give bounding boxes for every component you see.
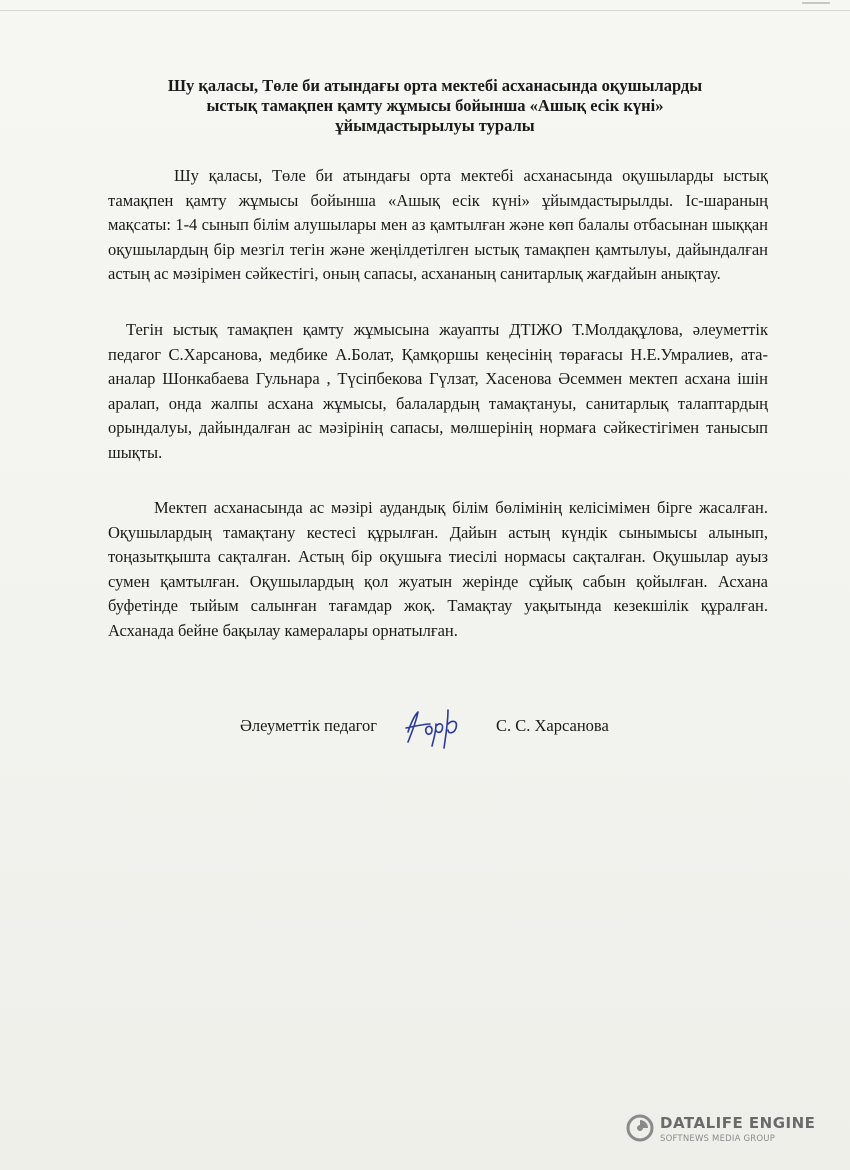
signature-block (240, 716, 680, 756)
document-title (100, 76, 770, 136)
watermark-subtitle: SOFTNEWS MEDIA GROUP (660, 1134, 776, 1144)
scan-edge-mark (802, 2, 830, 4)
datalife-logo-icon (626, 1114, 654, 1142)
title-line-1: Шу қаласы, Төле би атындағы орта мектебі асханасында оқушыларды (167, 76, 703, 95)
watermark-title: DATALIFE ENGINE (660, 1114, 816, 1132)
paragraph-3: Мектеп асханасында ас мәзірі аудандық білім бөлімінің келісімімен бірге жасалған. Оқушылардың тамақтану кестесі құрылған. Дайын астың күндік сынымысы алынып, тоңазытқышта сақталған. Астың бір оқушыға тиесілі нормасы сақталған. Оқушылар ауыз сумен қамтылған. Оқушылардың қол жуатын жерінде сұйық сабын қойылған. Асхана буфетінде тыйым салынған тағамдар жоқ. Тамақтау уақытында кезекшілік құралған. Асханада бейне бақылау камералары орнатылған. (108, 498, 768, 640)
handwritten-signature (402, 702, 470, 752)
title-line-3: ұйымдастырылуы туралы (335, 116, 535, 135)
title-line-2: ыстық тамақпен қамту жұмысы бойынша «Ашық есік күні» (206, 96, 664, 115)
paragraph-1: Шу қаласы, Төле би атындағы орта мектебі асханасында оқушыларды ыстық тамақпен қамту жұмысы бойынша «Ашық есік күні» ұйымдастырылды. Іс-шараның мақсаты: 1-4 сынып білім алушылары мен аз қамтылған және көп балалы отбасынан шыққан оқушылардың бір мезгіл тегін және жеңілдетілген ыстық тамақпен қамтылуы, дайындалған астың ас мәзірімен сәйкестігі, оның сапасы, асхананың санитарлық жағдайын анықтау. (108, 166, 768, 283)
signature-name: С. С. Харсанова (496, 716, 609, 735)
signature-role: Әлеуметтік педагог (240, 716, 378, 735)
scan-edge-line (0, 10, 850, 11)
watermark (626, 1112, 826, 1146)
paragraph-2: Тегін ыстық тамақпен қамту жұмысына жауапты ДТІЖО Т.Молдақұлова, әлеуметтік педагог С.Харсанова, медбике А.Болат, Қамқоршы кеңесінің төрағасы Н.Е.Умралиев, ата-аналар Шонкабаева Гульнара , Түсіпбекова Гүлзат, Хасенова Әсеммен мектеп асхана ішін аралап, онда жалпы асхана жұмысы, балалардың тамақтануы, санитарлық талаптардың орындалуы, дайындалған ас мәзірінің сапасы, мөлшерінің нормаға сәйкестігімен танысып шықты. (108, 320, 768, 462)
